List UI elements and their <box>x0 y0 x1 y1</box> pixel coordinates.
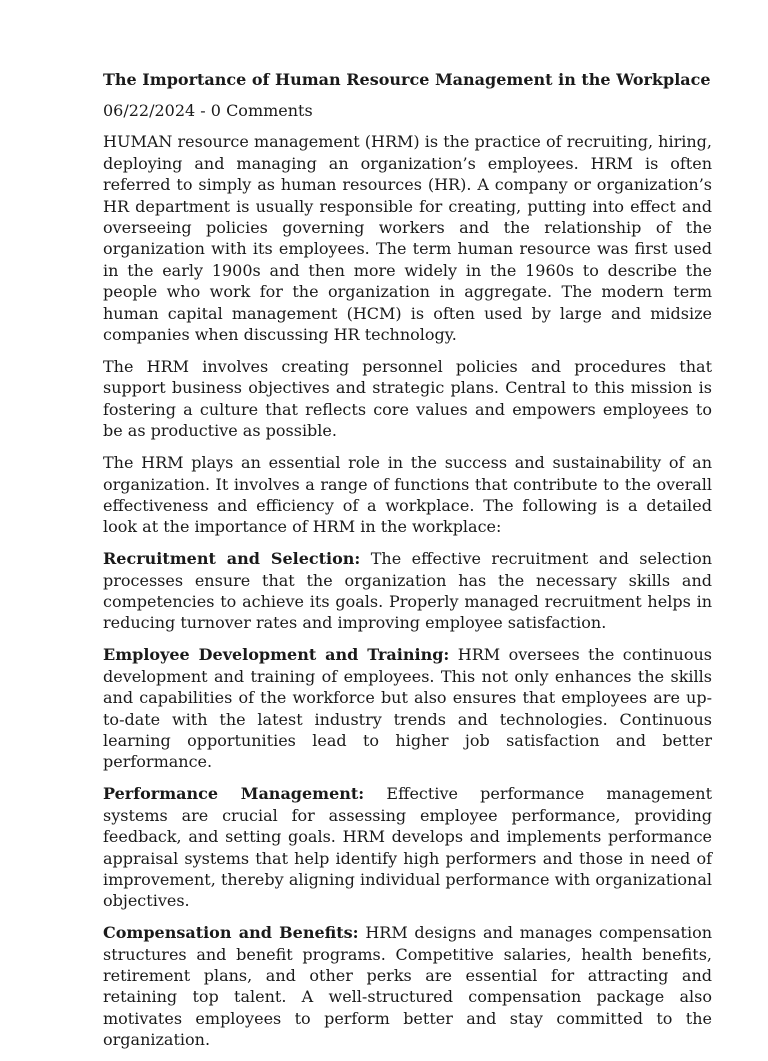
section-term: Compensation and Benefits: <box>103 923 359 943</box>
article <box>103 69 712 1061</box>
section-term: Recruitment and Selection: <box>103 549 361 569</box>
intro-paragraph-1: HUMAN resource management (HRM) is the practice of recruiting, hiring, deploying and managing an organization’s employees. HRM is often referred to simply as human resources (HR). A company or organization’s HR department is usually responsible for creating, putting into effect and overseeing policies governing workers and the relationship of the organization with its employees. The term human resource was first used in the early 1900s and then more widely in the 1960s to describe the people who work for the organization in aggregate. The modern term human capital management (HCM) is often used by large and midsize companies when discussing HR technology. <box>103 132 712 345</box>
section-term: Performance Management: <box>103 784 365 804</box>
intro-paragraph-3: The HRM plays an essential role in the success and sustainability of an organization. It involves a range of functions that contribute to the overall effectiveness and efficiency of a workplace. The following is a detailed look at the importance of HRM in the workplace: <box>103 453 712 537</box>
intro-paragraph-2: The HRM involves creating personnel policies and procedures that support business objectives and strategic plans. Central to this mission is fostering a culture that reflects core values and empowers employees to be as productive as possible. <box>103 356 712 441</box>
section-training <box>103 644 712 772</box>
comments-link[interactable]: 0 Comments <box>210 101 313 120</box>
section-text: HRM oversees the continuous development and training of employees. This not only enhances the skills and capabilities of the workforce but also ensures that employees are up-to-date with the latest industry trends and technologies. Continuous learning opportunities lead to higher job satisfaction and better performance. <box>103 645 713 772</box>
section-term: Employee Development and Training: <box>103 645 450 665</box>
article-meta <box>103 100 712 121</box>
section-text: The effective recruitment and selection processes ensure that the organization has the necessary skills and competencies to achieve its goals. Properly managed recruitment helps in reducing turnover rates and improving employee satisfaction. <box>103 549 713 633</box>
meta-separator: - <box>195 101 211 120</box>
section-recruitment <box>103 548 712 634</box>
section-text: HRM designs and manages compensation structures and benefit programs. Competitive salaries, health benefits, retirement plans, and other perks are essential for attracting and retaining top talent. A well-structured compensation package also motivates employees to perform better and stay committed to the organization. <box>103 923 713 1050</box>
article-title: The Importance of Human Resource Management in the Workplace <box>103 70 711 89</box>
post-date: 06/22/2024 <box>103 101 196 120</box>
section-compensation <box>103 922 712 1050</box>
section-performance <box>103 783 712 911</box>
section-text: Effective performance management systems are crucial for assessing employee performance, providing feedback, and setting goals. HRM develops and implements performance appraisal systems that help identify high performers and those in need of improvement, thereby aligning individual performance with organizational objectives. <box>103 784 712 911</box>
